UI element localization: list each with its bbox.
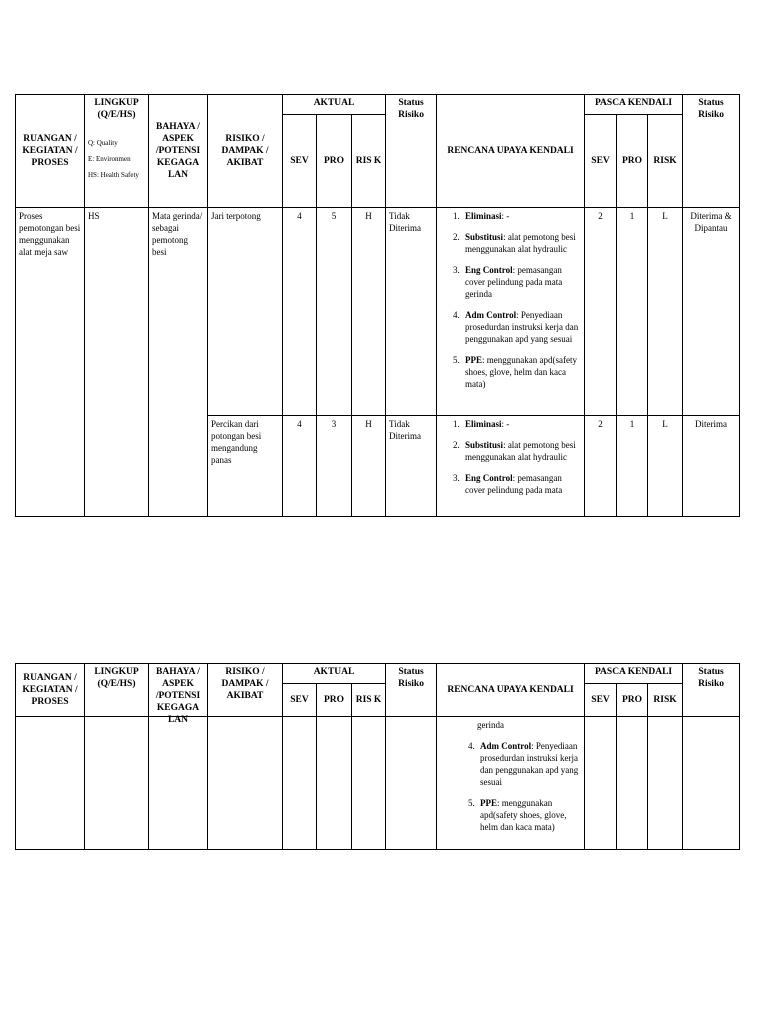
header-lingkup xyxy=(85,95,149,208)
plan-title: PPE xyxy=(480,798,498,808)
header-status-risiko-post: Status Risiko xyxy=(683,95,740,208)
risk-assessment-table-2 xyxy=(15,663,740,850)
process-cell: Proses pemotongan besi menggunakan alat meja saw xyxy=(16,208,85,517)
plan-title: Eliminasi xyxy=(465,419,502,429)
status-cell: Tidak Diterima xyxy=(386,416,437,517)
post-pro-cell xyxy=(617,717,648,850)
pro-cell: 5 xyxy=(317,208,352,416)
header-post-sev: SEV xyxy=(585,115,617,208)
plan-text: : pemasangan cover pelindung pada mata xyxy=(465,473,563,495)
sev-cell: 4 xyxy=(283,416,317,517)
header-lingkup-title: LINGKUP (Q/E/HS) xyxy=(94,98,139,120)
plan-text: : menggunakan apd(safety shoes, glove, helm dan kaca mata) xyxy=(480,798,567,832)
status-cell: Tidak Diterima xyxy=(386,208,437,416)
control-plan-list xyxy=(440,418,581,496)
pro-cell: 3 xyxy=(317,416,352,517)
header-status-risiko: Status Risiko xyxy=(386,95,437,208)
list-item xyxy=(462,418,581,430)
header-pro: PRO xyxy=(317,684,352,717)
header-aktual: AKTUAL xyxy=(283,95,386,115)
post-pro-cell: 1 xyxy=(617,208,648,416)
post-risk-cell xyxy=(648,717,683,850)
header-lingkup: LINGKUP (Q/E/HS) xyxy=(85,664,149,717)
control-plan-list xyxy=(440,740,581,833)
lingkup-e: E: Environmen xyxy=(88,155,131,163)
risk-assessment-table-1 xyxy=(15,94,740,517)
hazard-cell: Mata gerinda/ sebagai pemotong besi xyxy=(149,208,208,517)
header-bahaya: BAHAYA / ASPEK /POTENSI KEGAGA LAN xyxy=(149,95,208,208)
header-pasca-kendali: PASCA KENDALI xyxy=(585,95,683,115)
plan-title: PPE xyxy=(465,355,483,365)
post-sev-cell: 2 xyxy=(585,208,617,416)
plan-cell xyxy=(437,416,585,517)
list-item xyxy=(462,210,581,222)
header-risiko: RISIKO / DAMPAK / AKIBAT xyxy=(208,95,283,208)
header-rencana: RENCANA UPAYA KENDALI xyxy=(437,95,585,208)
plan-title: Substitusi xyxy=(465,232,504,242)
plan-text: : alat pemotong besi menggunakan alat hydraulic xyxy=(465,232,576,254)
process-cell xyxy=(16,717,85,850)
table-row xyxy=(16,717,740,850)
header-post-pro: PRO xyxy=(617,115,648,208)
risk-cell xyxy=(352,717,386,850)
list-item xyxy=(477,797,581,833)
header-pasca-kendali: PASCA KENDALI xyxy=(585,664,683,684)
header-ruangan: RUANGAN / KEGIATAN / PROSES xyxy=(16,664,85,717)
header-risiko: RISIKO / DAMPAK / AKIBAT xyxy=(208,664,283,717)
list-item xyxy=(462,439,581,463)
plan-text: : alat pemotong besi menggunakan alat hydraulic xyxy=(465,440,576,462)
header-status-risiko-post: Status Risiko xyxy=(683,664,740,717)
header-post-sev: SEV xyxy=(585,684,617,717)
post-risk-cell: L xyxy=(648,208,683,416)
plan-title: Eliminasi xyxy=(465,211,502,221)
lingkup-hs: HS: Health Safety xyxy=(88,171,139,179)
plan-continued-text: gerinda xyxy=(477,720,505,730)
post-sev-cell xyxy=(585,717,617,850)
plan-title: Eng Control xyxy=(465,265,513,275)
list-item xyxy=(462,472,581,496)
sev-cell: 4 xyxy=(283,208,317,416)
post-status-cell: Diterima & Dipantau xyxy=(683,208,740,416)
post-risk-cell: L xyxy=(648,416,683,517)
plan-title: Adm Control xyxy=(465,310,517,320)
post-sev-cell: 2 xyxy=(585,416,617,517)
post-status-cell xyxy=(683,717,740,850)
plan-text: : Penyediaan prosedurdan instruksi kerja dan penggunakan apd yang sesuai xyxy=(465,310,579,344)
risk-cell: H xyxy=(352,416,386,517)
header-post-pro: PRO xyxy=(617,684,648,717)
plan-cell xyxy=(437,208,585,416)
plan-title: Adm Control xyxy=(480,741,532,751)
header-pro: PRO xyxy=(317,115,352,208)
risk-desc-cell xyxy=(208,717,283,850)
header-aktual: AKTUAL xyxy=(283,664,386,684)
header-sev: SEV xyxy=(283,115,317,208)
header-status-risiko: Status Risiko xyxy=(386,664,437,717)
scope-cell xyxy=(85,717,149,850)
risk-desc-cell: Jari terpotong xyxy=(208,208,283,416)
header-risk-actual: RIS K xyxy=(352,684,386,717)
header-sev: SEV xyxy=(283,684,317,717)
list-item xyxy=(462,354,581,390)
header-post-risk: RISK xyxy=(648,115,683,208)
scope-cell: HS xyxy=(85,208,149,517)
table-row xyxy=(16,208,740,416)
header-ruangan: RUANGAN / KEGIATAN / PROSES xyxy=(16,95,85,208)
post-status-cell: Diterima xyxy=(683,416,740,517)
header-post-risk: RISK xyxy=(648,684,683,717)
risk-desc-cell: Percikan dari potongan besi mengandung panas xyxy=(208,416,283,517)
control-plan-list xyxy=(440,210,581,390)
post-pro-cell: 1 xyxy=(617,416,648,517)
hazard-cell xyxy=(149,717,208,850)
header-risk-actual: RIS K xyxy=(352,115,386,208)
sev-cell xyxy=(283,717,317,850)
pro-cell xyxy=(317,717,352,850)
plan-title: Eng Control xyxy=(465,473,513,483)
plan-text: : menggunakan apd(safety shoes, glove, helm dan kaca mata) xyxy=(465,355,577,389)
plan-text: : - xyxy=(501,419,510,429)
plan-text: : pemasangan cover pelindung pada mata gerinda xyxy=(465,265,563,299)
plan-text: : Penyediaan prosedurdan instruksi kerja dan penggunakan apd yang sesuai xyxy=(480,741,579,787)
plan-cell xyxy=(437,717,585,850)
header-bahaya-text: BAHAYA / ASPEK /POTENSI KEGAGA LAN xyxy=(155,667,201,725)
list-item xyxy=(462,231,581,255)
list-item xyxy=(462,309,581,345)
header-rencana: RENCANA UPAYA KENDALI xyxy=(437,664,585,717)
list-item xyxy=(477,740,581,788)
plan-title: Substitusi xyxy=(465,440,504,450)
plan-text: : - xyxy=(501,211,510,221)
risk-cell: H xyxy=(352,208,386,416)
list-item xyxy=(462,264,581,300)
status-cell xyxy=(386,717,437,850)
lingkup-q: Q: Quality xyxy=(88,139,118,147)
header-bahaya xyxy=(149,664,208,725)
